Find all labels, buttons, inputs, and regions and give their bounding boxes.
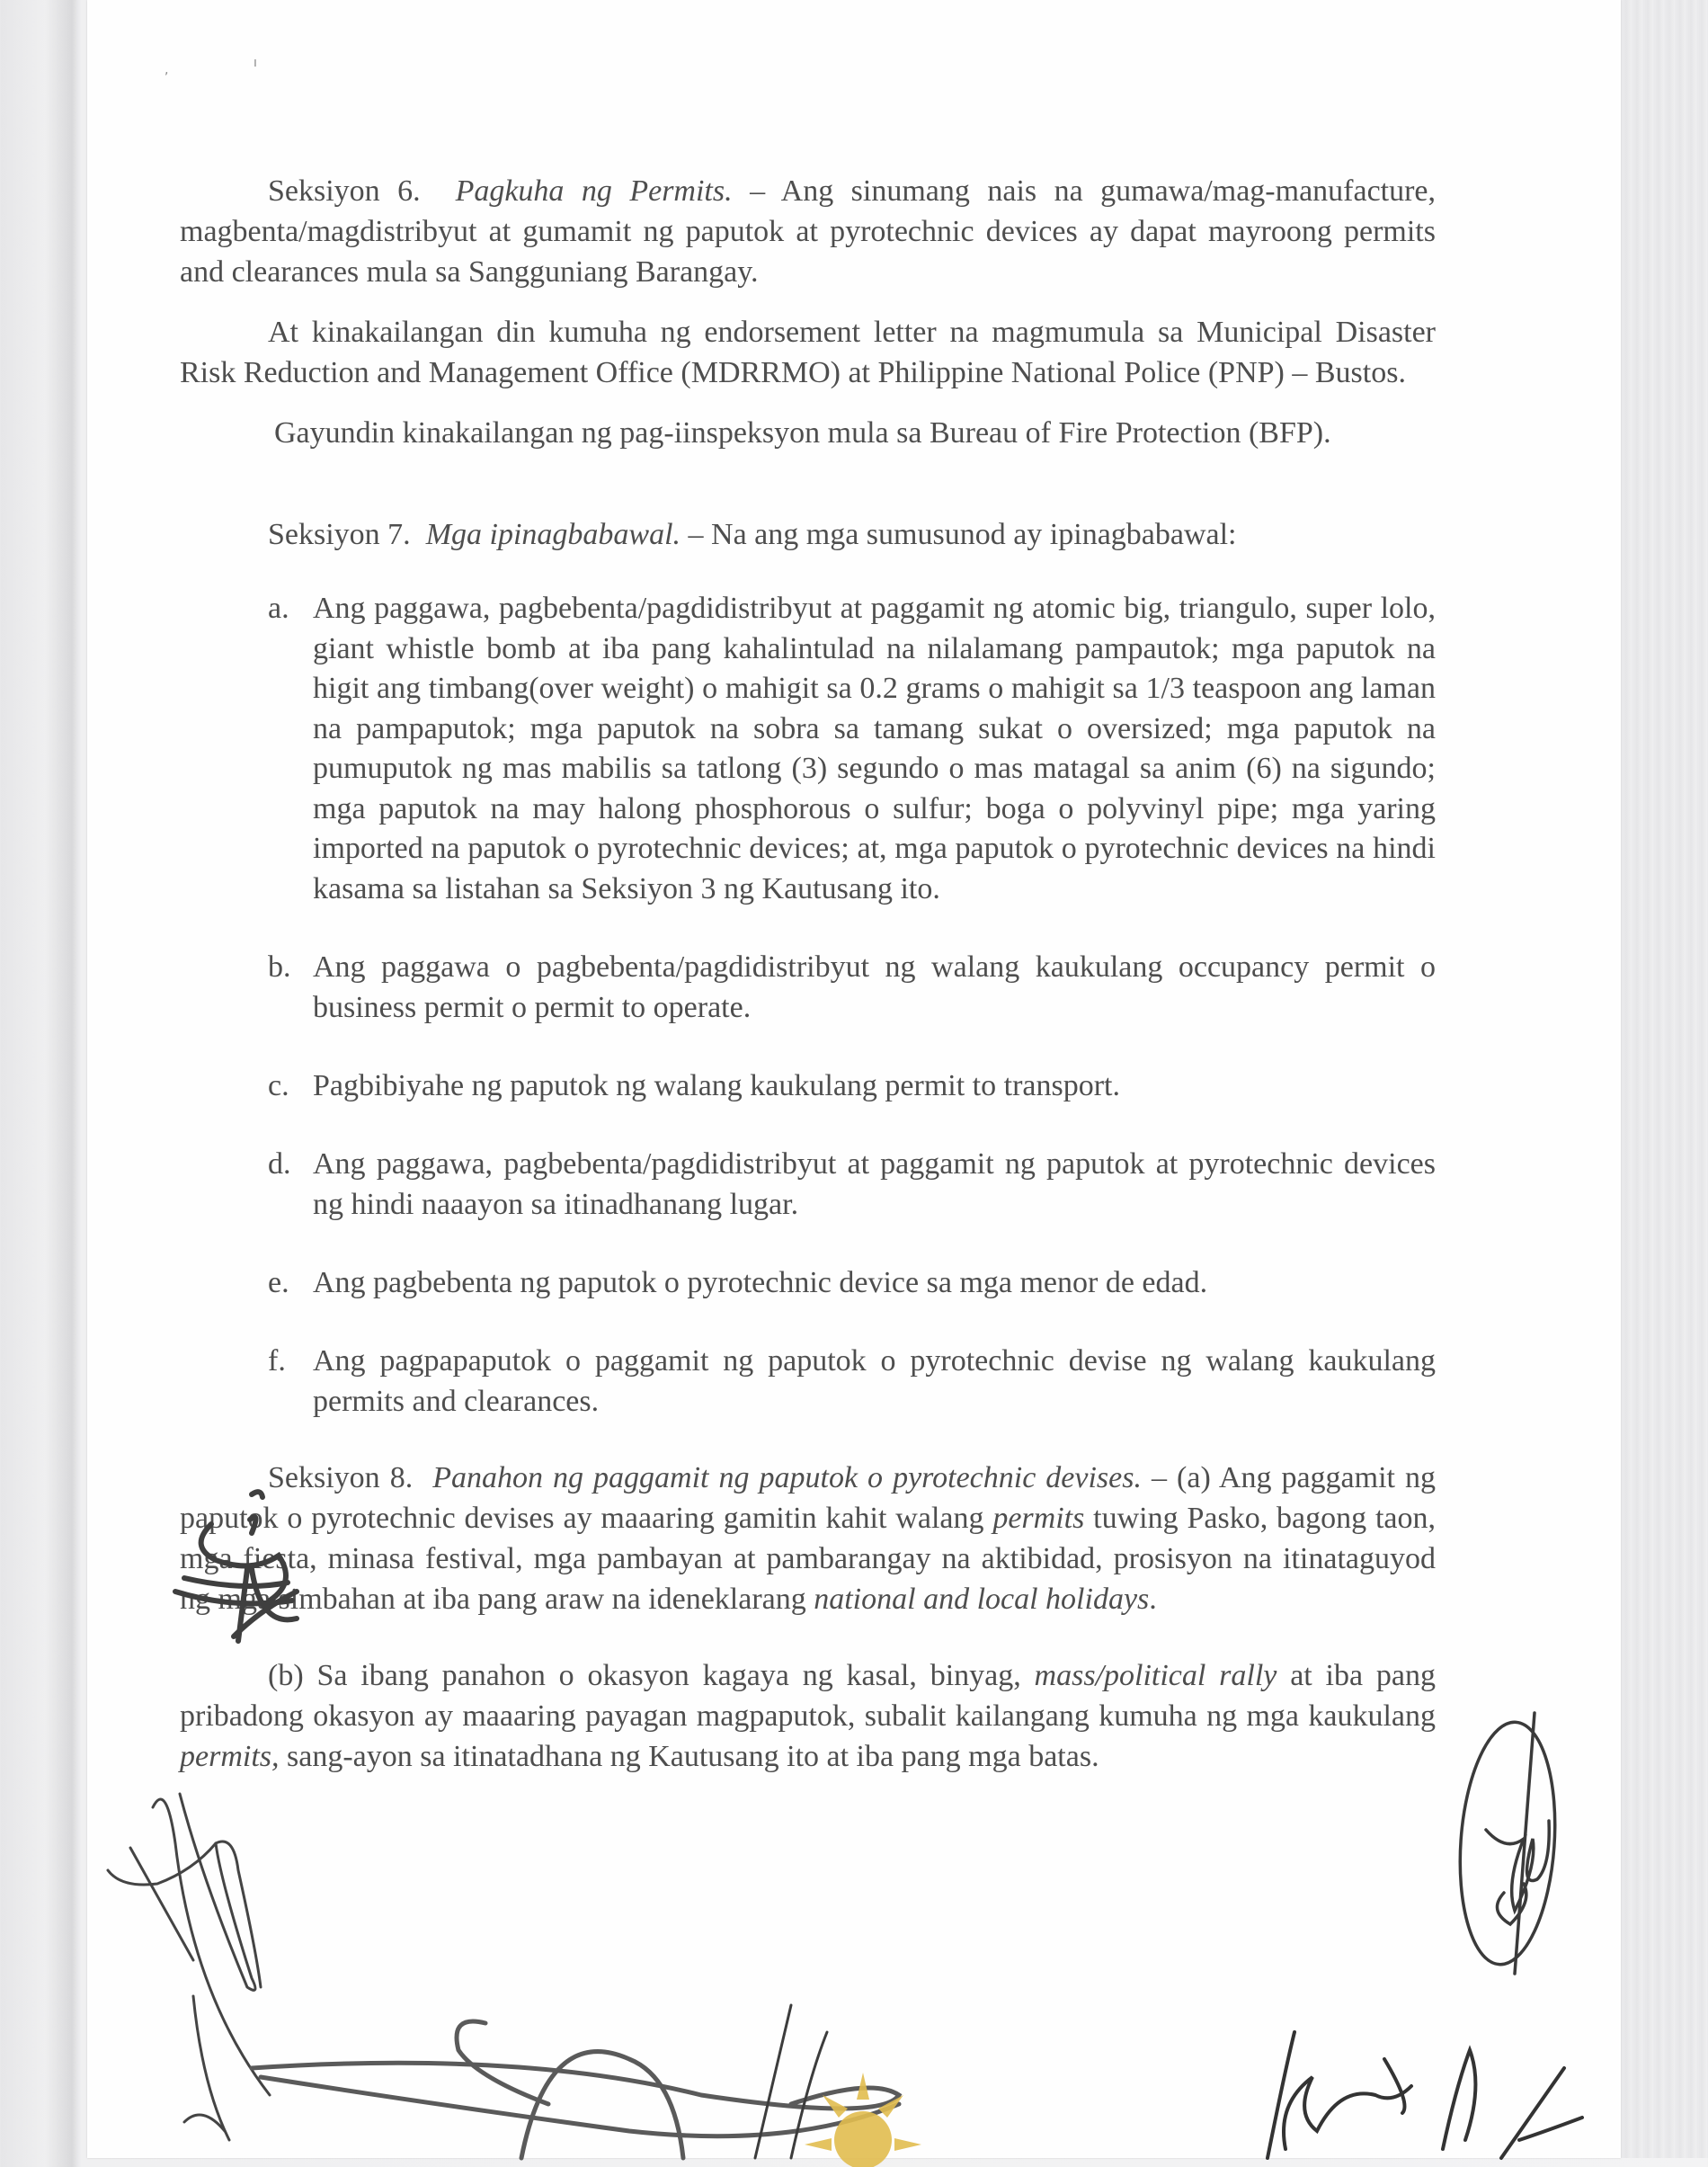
section-8-italic-term: permits, (180, 1740, 280, 1773)
section-8-paragraph-a (180, 1458, 1436, 1619)
section-7-label: Seksiyon 7. (268, 518, 411, 551)
section-8-paragraph-b (180, 1655, 1436, 1777)
list-marker: f. (268, 1344, 286, 1378)
list-item-c (268, 1066, 1436, 1106)
section-dash: – (1152, 1461, 1168, 1494)
list-item-text: Pagbibiyahe ng paputok ng walang kaukulang permit to transport. (313, 1069, 1120, 1102)
section-6-title: Pagkuha ng Permits. (455, 174, 733, 208)
list-item-b (268, 947, 1436, 1028)
list-item-f (268, 1341, 1436, 1422)
section-8-italic-term: permits (992, 1502, 1085, 1535)
sun-seal-icon (805, 2068, 921, 2167)
prohibited-list (180, 589, 1436, 1422)
section-6-paragraph-2: At kinakailangan din kumuha ng endorsement letter na magmumula sa Municipal Disaster Risk Reduction and Management Office (MDRRMO) at Philippine National Police (PNP) – Bustos. (180, 316, 1436, 389)
document-body (180, 171, 1436, 1777)
list-item-text: Ang paggawa, pagbebenta/pagdidistribyut at paggamit ng paputok at pyrotechnic devices ng hindi naaayon sa itinadhanang lugar. (313, 1147, 1436, 1221)
signature-left-margin-icon (162, 1484, 306, 1636)
section-8-italic-term: national and local holidays (814, 1583, 1150, 1616)
section-6-text-1: Ang sinumang nais na gumawa/mag-manufacture, magbenta/magdistribyut at gumamit ng paputok at pyrotechnic devices ay dapat mayroong permits and clearances mula sa Sangguniang Barangay. (180, 174, 1437, 289)
section-8 (180, 1458, 1436, 1777)
section-8-title: Panahon ng paggamit ng paputok o pyrotechnic devises. (432, 1461, 1142, 1494)
section-6-paragraph-3: Gayundin kinakailangan ng pag-iinspeksyon mula sa Bureau of Fire Protection (BFP). (274, 416, 1331, 450)
signature-bottom-center-icon (252, 2041, 1061, 2158)
scan-speck: , (165, 63, 169, 77)
section-6 (180, 171, 1436, 453)
section-7-title: Mga ipinagbabawal. (425, 518, 681, 551)
list-marker: a. (268, 592, 289, 625)
section-dash: – (750, 174, 766, 208)
list-marker: e. (268, 1266, 289, 1299)
list-item-a (268, 589, 1436, 909)
section-8-text: . (1149, 1583, 1157, 1616)
list-marker: b. (268, 950, 291, 984)
list-marker: d. (268, 1147, 291, 1181)
section-7-heading (180, 514, 1436, 555)
signature-bottom-right-icon (1160, 2032, 1591, 2158)
signature-right-margin-icon (1452, 1704, 1569, 1974)
section-7 (180, 514, 1436, 1422)
section-dash: – (688, 518, 704, 551)
section-8-text: (a) Ang paggamit ng paputok o pyrotechnic devises ay maaaring gamitin kahit walang (180, 1461, 1437, 1535)
scanner-frame-right (1621, 0, 1708, 2158)
section-8-text: tuwing Pasko, bagong taon, mga fiesta, minasa festival, mga pambayan at pambarangay na aktibidad, prosisyon na itinataguyod ng mga simbahan at iba pang araw na ideneklarang (180, 1502, 1437, 1616)
section-6-paragraph-1 (180, 171, 1436, 292)
section-8-text: sang-ayon sa itinatadhana ng Kautusang ito at iba pang mga batas. (279, 1740, 1099, 1773)
list-item-text: Ang pagpapaputok o paggamit ng paputok o pyrotechnic devise ng walang kaukulang permits and clearances. (313, 1344, 1436, 1418)
section-8-italic-term: mass/political rally (1034, 1659, 1277, 1692)
list-marker: c. (268, 1069, 289, 1102)
section-8-text: at iba pang pribadong okasyon ay maaaring payagan magpaputok, subalit kailangang kumuha ng mga kaukulang (180, 1659, 1436, 1733)
scan-speck: ı (254, 56, 257, 70)
section-6-label: Seksiyon 6. (268, 174, 421, 208)
list-item-d (268, 1144, 1436, 1225)
section-8-label: Seksiyon 8. (268, 1461, 414, 1494)
list-item-text: Ang paggawa o pagbebenta/pagdidistribyut ng walang kaukulang occupancy permit o business permit o permit to operate. (313, 950, 1436, 1024)
list-item-e (268, 1262, 1436, 1303)
list-item-text: Ang paggawa, pagbebenta/pagdidistribyut at paggamit ng atomic big, triangulo, super lolo, giant whistle bomb at iba pang kahalintulad na nilalamang pampautok; mga paputok na higit ang timbang(over weight) o mahigit sa 0.2 grams o mahigit sa 1/3 teaspoon ang laman na pampaputok; mga paputok na sobra sa tamang sukat o oversized; mga paputok na pumuputok ng mas mabilis sa tatlong (3) segundo o mas matagal sa anim (6) na sigundo; mga paputok na may halong phosphorous o sulfur; boga o polyvinyl pipe; mga yaring imported na paputok o pyrotechnic devices; at, mga paputok o pyrotechnic devices na hindi kasama sa listahan sa Seksiyon 3 ng Kautusang ito. (313, 592, 1436, 905)
list-item-text: Ang pagbebenta ng paputok o pyrotechnic device sa mga menor de edad. (313, 1266, 1208, 1299)
section-7-intro: Na ang mga sumusunod ay ipinagbabawal: (711, 518, 1237, 551)
section-8-text: (b) Sa ibang panahon o okasyon kagaya ng kasal, binyag, (268, 1659, 1035, 1692)
